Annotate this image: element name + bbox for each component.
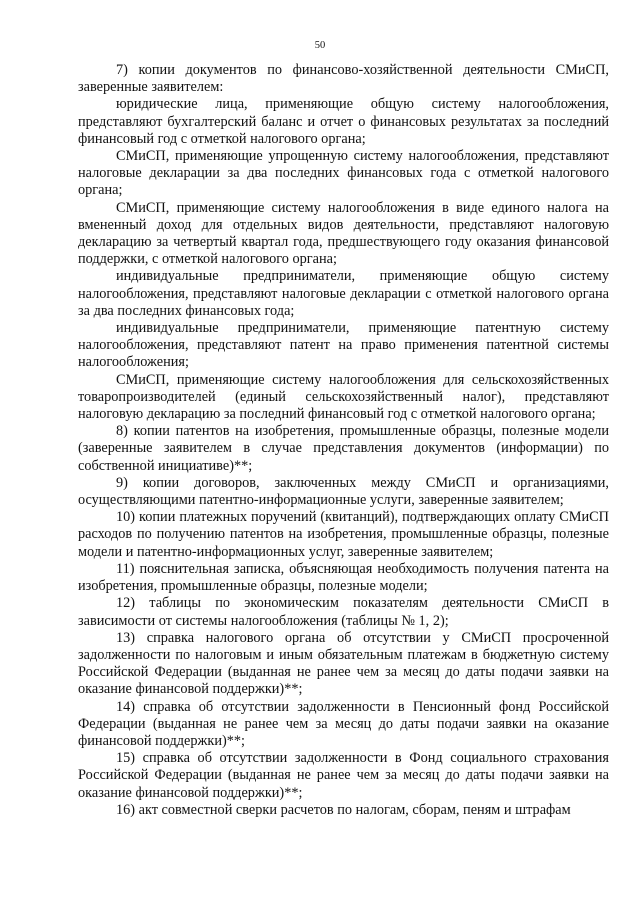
paragraph-legal-entities-general: юридические лица, применяющие общую систему налогообложения, представляют бухгалтерский баланс и отчет о финансовых результатах за последний финансовый год с отметкой налогового органа; [78,96,609,147]
paragraph-item-16: 16) акт совместной сверки расчетов по налогам, сборам, пеням и штрафам [116,801,571,818]
paragraph-item-7: 7) копии документов по финансово-хозяйственной деятельности СМиСП, заверенные заявителем: [78,62,609,96]
paragraph-smisp-agricultural: СМиСП, применяющие систему налогообложения для сельскохозяйственных товаропроизводителей (единый сельскохозяйственный налог), представляют налоговую декларацию за последний финансовый год с отметкой налогового органа; [78,371,609,423]
paragraph-item-9: 9) копии договоров, заключенных между СМиСП и организациями, осуществляющими патентно-информационные услуги, заверенные заявителем; [78,474,609,509]
paragraph-item-15: 15) справка об отсутствии задолженности в Фонд социального страхования Российской Федерации (выданная не ранее чем за месяц до даты подачи заявки на оказание финансовой поддержки)**; [78,750,609,801]
paragraph-item-14: 14) справка об отсутствии задолженности в Пенсионный фонд Российской Федерации (выданная не ранее чем за месяц до даты подачи заявки на оказание финансовой поддержки)**; [78,698,609,749]
paragraph-item-10: 10) копии платежных поручений (квитанций), подтверждающих оплату СМиСП расходов по получению патентов на изобретения, промышленные образцы, полезные модели и патентно-информационных услуг, заверенные заявителем; [78,509,609,560]
paragraph-item-11: 11) пояснительная записка, объясняющая необходимость получения патента на изобретения, промышленные образцы, полезные модели; [78,560,609,595]
paragraph-item-13: 13) справка налогового органа об отсутствии у СМиСП просроченной задолженности по налоговым и иным обязательным платежам в бюджетную систему Российской Федерации (выданная не ранее чем за месяц до даты подачи заявки на оказание финансовой поддержки)**; [78,629,609,698]
paragraph-smisp-simplified: СМиСП, применяющие упрощенную систему налогообложения, представляют налоговые декларации за два последних финансовых года с отметкой налогового органа; [78,148,609,199]
paragraph-item-12: 12) таблицы по экономическим показателям деятельности СМиСП в зависимости от системы налогообложения (таблицы № 1, 2); [78,595,609,629]
paragraph-entrepreneurs-general: индивидуальные предприниматели, применяющие общую систему налогообложения, представляют налоговые декларации с отметкой налогового органа за два последних финансовых года; [78,268,609,319]
paragraph-item-8: 8) копии патентов на изобретения, промышленные образцы, полезные модели (заверенные заявителем в случае представления документов (информации) по собственной инициативе)**; [78,423,609,474]
document-body [78,62,609,819]
page-number: 50 [314,40,326,51]
paragraph-entrepreneurs-patent: индивидуальные предприниматели, применяющие патентную систему налогообложения, представляют патент на право применения патентной системы налогообложения; [78,320,609,371]
paragraph-smisp-imputed-income: СМиСП, применяющие систему налогообложения в виде единого налога на вмененный доход для отдельных видов деятельности, представляют налоговую декларацию за четвертый квартал года, предшествующего году оказания финансовой поддержки, с отметкой налогового органа; [78,199,609,268]
